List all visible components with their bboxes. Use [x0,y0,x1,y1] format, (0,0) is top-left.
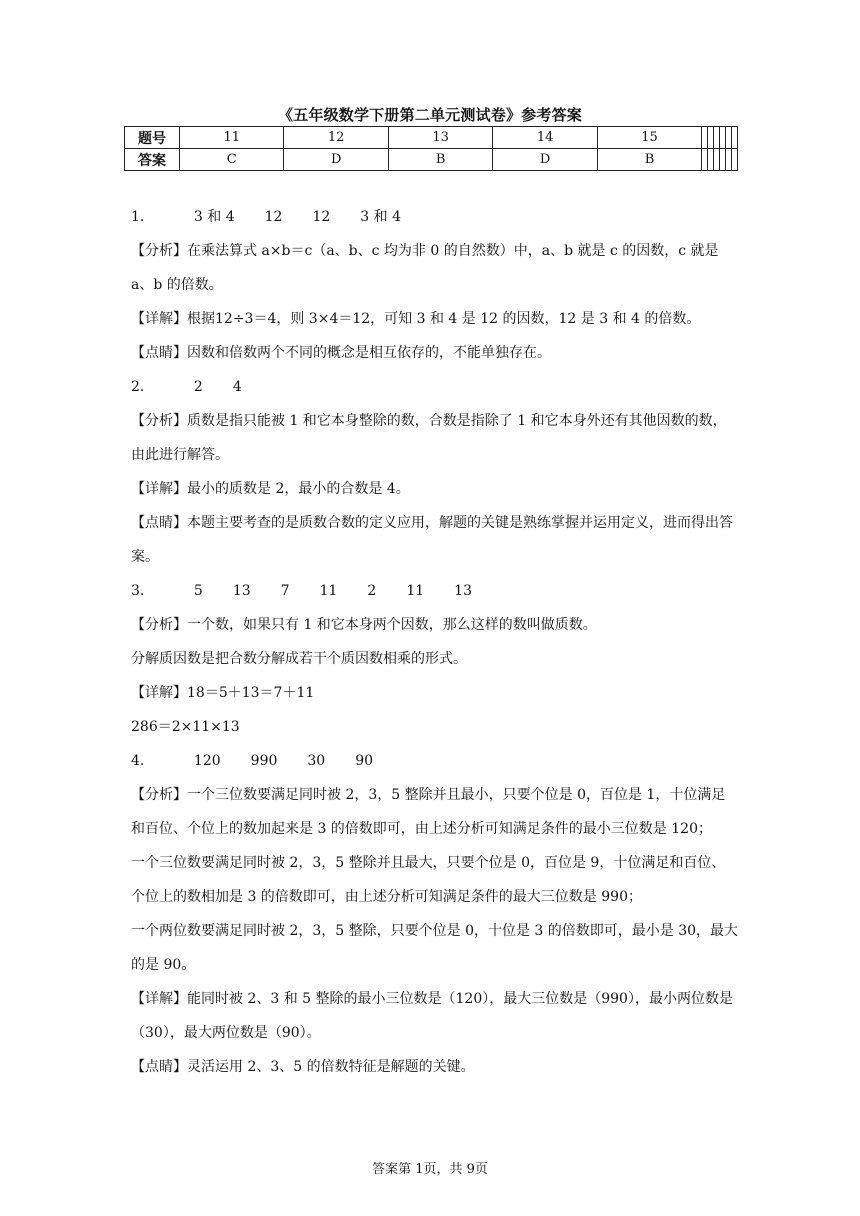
question-number-cell: 11 [180,127,284,149]
answer-cell: B [388,149,492,171]
row-header-question-number: 题号 [125,127,180,149]
q3-analysis-2: 分解质因数是把合数分解成若干个质因数相乘的形式。 [131,651,467,667]
q4-blank-answer: 990 [250,753,278,769]
q4-blank-answer: 120 [193,753,221,769]
q3-detail: 【详解】18＝5＋13＝7＋11 [131,685,315,701]
q3-blank-answer: 7 [280,583,290,599]
page-title: 《五年级数学下册第二单元测试卷》参考答案 [277,106,582,124]
q2-comment: 【点睛】本题主要考查的是质数合数的定义应用，解题的关键是熟练掌握并运用定义，进而得出答案。 [131,515,733,565]
q3-blank-answer: 13 [232,583,251,599]
answer-table [124,126,738,171]
q3-blank-answer: 5 [193,583,203,599]
question-number-cell [731,127,737,149]
q2-blank-answer: 4 [232,379,242,395]
q1-blank-answer: 12 [312,209,331,225]
q4-answer-line [131,744,739,778]
q1-comment: 【点睛】因数和倍数两个不同的概念是相互依存的，不能单独存在。 [131,345,551,361]
q4-analysis: 【分析】一个三位数要满足同时被 2，3，5 整除并且最小，只要个位是 0，百位是 1，十位满足和百位、个位上的数加起来是 3 的倍数即可，由上述分析可知满足条件的最小三位数是 120； [131,787,726,837]
answer-cell: D [493,149,597,171]
q1-blank-answer: 12 [264,209,283,225]
q3-answer-line [131,574,739,608]
q4-blank-answer: 90 [355,753,374,769]
answer-cell: D [284,149,388,171]
q1-blank-answer: 3 和 4 [193,209,235,225]
page-footer: 答案第 1页，共 9页 [372,1162,488,1177]
q3-detail-2: 286＝2×11×13 [131,719,240,735]
question-number-row [125,127,738,149]
q1-analysis: 【分析】在乘法算式 a×b＝c（a、b、c 均为非 0 的自然数）中，a、b 就是 c 的因数，c 就是 a、b 的倍数。 [131,243,719,293]
q1-blank-answer: 3 和 4 [360,209,402,225]
q3-blank-answer: 11 [406,583,425,599]
q1-detail: 【详解】根据12÷3＝4，则 3×4＝12，可知 3 和 4 是 12 的因数，12 是 3 和 4 的倍数。 [131,311,701,327]
q4-blank-answer: 30 [307,753,326,769]
question-number-cell: 14 [493,127,597,149]
question-number-cell: 15 [597,127,701,149]
answer-explanations [131,200,739,1084]
question-number-cell: 12 [284,127,388,149]
q4-comment: 【点睛】灵活运用 2、3、5 的倍数特征是解题的关键。 [131,1059,475,1075]
answer-cell [731,149,737,171]
answer-cell: B [597,149,701,171]
q3-number: 3． [131,583,154,599]
q4-number: 4． [131,753,154,769]
answer-row [125,149,738,171]
q2-analysis: 【分析】质数是指只能被 1 和它本身整除的数，合数是指除了 1 和它本身外还有其他因数的数，由此进行解答。 [131,413,727,463]
q4-analysis-2: 一个三位数要满足同时被 2，3，5 整除并且最大，只要个位是 0，百位是 9，十位满足和百位、个位上的数相加是 3 的倍数即可，由上述分析可知满足条件的最大三位数是 990； [131,855,726,905]
q1-number: 1． [131,209,154,225]
row-header-answer: 答案 [125,149,180,171]
q2-answer-line [131,370,739,404]
answer-cell: C [180,149,284,171]
q4-detail: 【详解】能同时被 2、3 和 5 整除的最小三位数是（120），最大三位数是（990），最小两位数是（30），最大两位数是（90）。 [131,991,733,1041]
q3-blank-answer: 13 [454,583,472,599]
q2-detail: 【详解】最小的质数是 2，最小的合数是 4。 [131,481,410,497]
q2-blank-answer: 2 [193,379,203,395]
q3-blank-answer: 11 [319,583,338,599]
q4-analysis-3: 一个两位数要满足同时被 2，3，5 整除，只要个位是 0，十位是 3 的倍数即可，最小是 30，最大的是 90。 [131,923,739,973]
q2-number: 2． [131,379,154,395]
q3-blank-answer: 2 [367,583,377,599]
q3-analysis: 【分析】一个数，如果只有 1 和它本身两个因数，那么这样的数叫做质数。 [131,617,597,633]
question-number-cell: 13 [388,127,492,149]
q1-answer-line [131,200,739,234]
